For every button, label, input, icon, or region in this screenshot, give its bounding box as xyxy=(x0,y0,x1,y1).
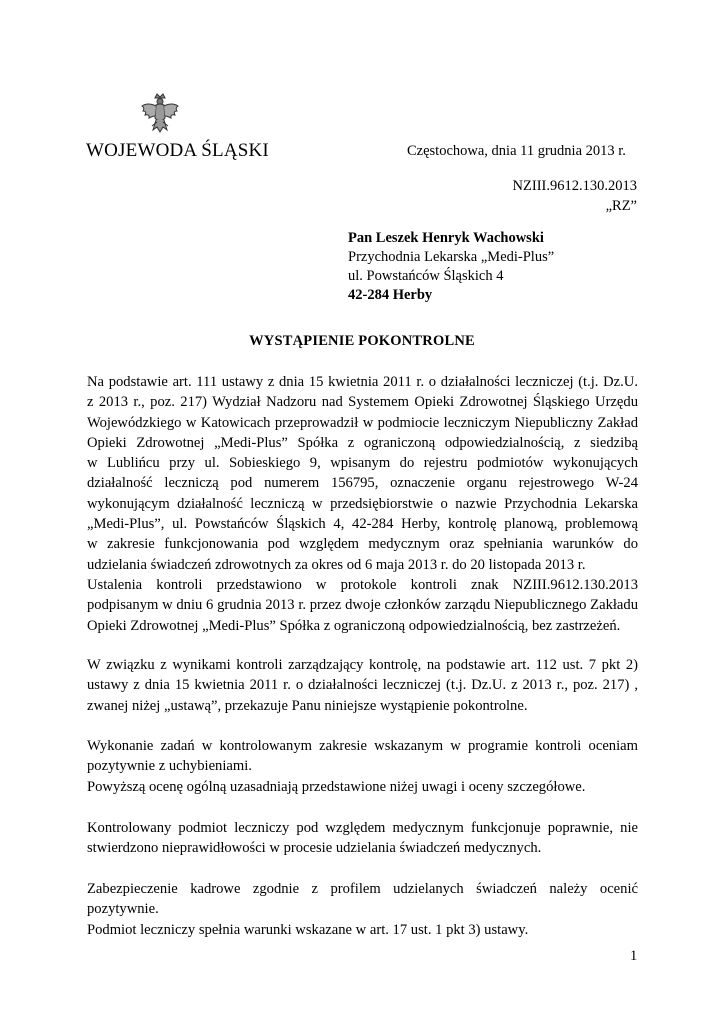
paragraph-3 xyxy=(87,736,638,797)
paragraph-1 xyxy=(87,372,638,636)
text-line: ustawy z dnia 15 kwietnia 2011 r. o działalności leczniczej (t.j. Dz.U. z 2013 r., poz. 217) , xyxy=(87,677,638,694)
text-line: „Medi-Plus”, ul. Powstańców Śląskich 4, 42-284 Herby, kontrolę planową, problemową xyxy=(87,516,638,533)
text-line: Opieki Zdrowotnej „Medi-Plus” Spółka z ograniczoną odpowiedzialnością, z siedzibą xyxy=(87,434,638,451)
organization-title: WOJEWODA ŚLĄSKI xyxy=(86,140,269,161)
text-line: Podmiot leczniczy spełnia warunki wskazane w art. 17 ust. 1 pkt 3) ustawy. xyxy=(87,921,529,938)
document-title: WYSTĄPIENIE POKONTROLNE xyxy=(249,333,475,349)
polish-eagle-emblem-icon xyxy=(140,92,180,138)
paragraph-5 xyxy=(87,879,638,940)
text-line: W związku z wynikami kontroli zarządzający kontrolę, na podstawie art. 112 ust. 7 pkt 2) xyxy=(87,657,638,673)
recipient-name: Pan Leszek Henryk Wachowski xyxy=(348,230,544,246)
recipient-street: ul. Powstańców Śląskich 4 xyxy=(348,268,504,284)
text-line: Zabezpieczenie kadrowe zgodnie z profilem udzielanych świadczeń należy ocenić xyxy=(87,881,638,897)
text-line: wykonującym działalność leczniczą w przedsiębiorstwie o nazwie Przychodnia Lekarska xyxy=(87,495,638,512)
paragraph-2 xyxy=(87,655,638,716)
recipient-address xyxy=(348,229,554,305)
reference-code: „RZ” xyxy=(605,198,637,214)
text-line: pozytywnie z uchybieniami. xyxy=(87,758,252,775)
recipient-facility: Przychodnia Lekarska „Medi-Plus” xyxy=(348,249,555,265)
text-line: zwanej niżej „ustawą”, przekazuje Panu niniejsze wystąpienie pokontrolne. xyxy=(87,697,528,714)
text-line: Opieki Zdrowotnej „Medi-Plus” Spółka z ograniczoną odpowiedzialnością, bez zastrzeżeń. xyxy=(87,617,621,634)
text-line: stwierdzono nieprawidłowości w procesie udzielania świadczeń medycznych. xyxy=(87,840,542,857)
place-and-date: Częstochowa, dnia 11 grudnia 2013 r. xyxy=(407,143,626,159)
text-line: z 2013 r., poz. 217) Wydział Nadzoru nad Systemem Opieki Zdrowotnej Śląskiego Urzędu xyxy=(87,394,638,411)
text-line: Kontrolowany podmiot leczniczy pod względem medycznym funkcjonuje poprawnie, nie xyxy=(87,820,638,836)
text-line: w Lublińcu przy ul. Sobieskiego 9, wpisanym do rejestru podmiotów wykonujących xyxy=(87,455,638,472)
text-line: Wykonanie zadań w kontrolowanym zakresie wskazanym w programie kontroli oceniam xyxy=(87,738,638,754)
reference-block xyxy=(513,176,637,216)
reference-number: NZIII.9612.130.2013 xyxy=(512,178,637,194)
text-line: Powyższą ocenę ogólną uzasadniają przedstawione niżej uwagi i oceny szczegółowe. xyxy=(87,778,586,795)
text-line: działalność leczniczą pod numerem 156795, oznaczenie organu rejestrowego W-24 xyxy=(87,475,638,492)
text-line: podpisanym w dniu 6 grudnia 2013 r. przez dwoje członków zarządu Niepublicznego Zakładu xyxy=(87,597,638,614)
text-line: Ustalenia kontroli przedstawiono w protokole kontroli znak NZIII.9612.130.2013 xyxy=(87,576,638,593)
text-line: Wojewódzkiego w Katowicach przeprowadził w podmiocie leczniczym Niepubliczny Zakład xyxy=(87,414,638,431)
text-line: w zakresie funkcjonowania pod względem medycznym oraz spełniania warunków do xyxy=(87,536,638,553)
text-line: pozytywnie. xyxy=(87,901,159,918)
recipient-postal-city: 42-284 Herby xyxy=(348,287,433,303)
page-number: 1 xyxy=(630,948,638,964)
text-line: Na podstawie art. 111 ustawy z dnia 15 kwietnia 2011 r. o działalności leczniczej (t.j. Dz.U. xyxy=(87,374,638,390)
text-line: udzielania świadczeń zdrowotnych za okres od 6 maja 2013 r. do 20 listopada 2013 r. xyxy=(87,556,586,573)
paragraph-4 xyxy=(87,818,638,859)
